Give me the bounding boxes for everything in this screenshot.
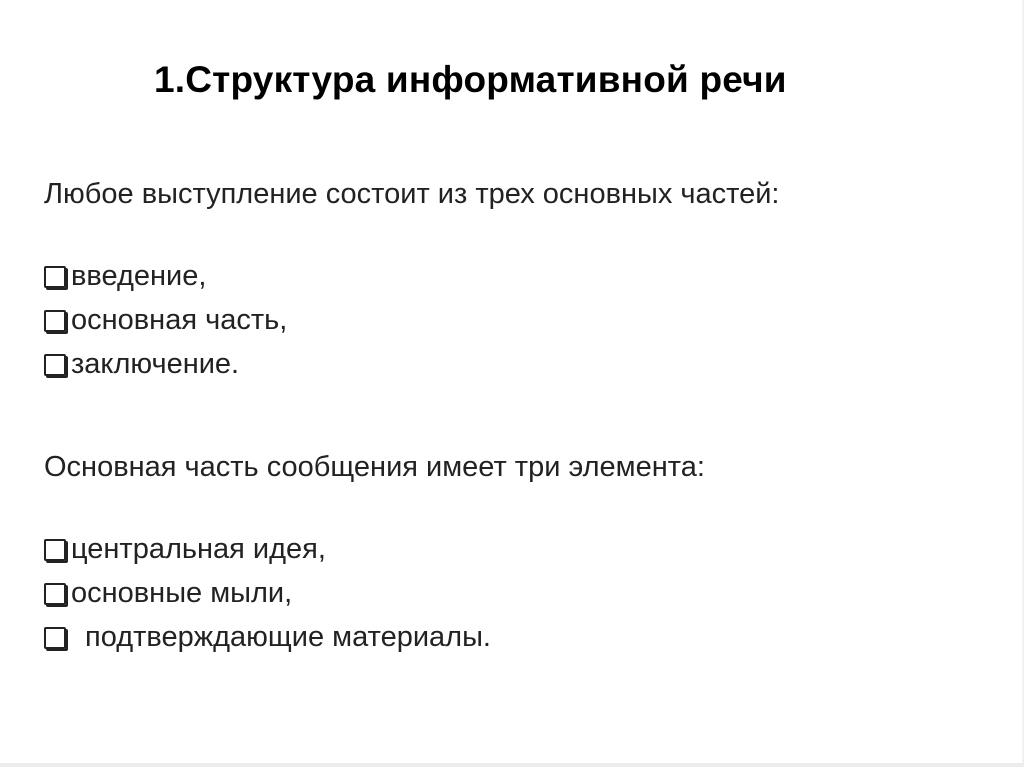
list-item-text: основная часть, — [71, 303, 288, 336]
checkbox-bullet-icon — [44, 583, 66, 605]
list-item-text: подтверждающие материалы. — [85, 620, 491, 653]
list-item — [44, 342, 287, 386]
list-item-text: заключение. — [71, 347, 240, 380]
list-item-text: центральная идея, — [71, 532, 326, 565]
slide-title: 1.Структура информативной речи — [154, 59, 787, 100]
list-item-text: введение, — [71, 259, 207, 292]
checkbox-bullet-icon — [44, 539, 66, 561]
checkbox-bullet-icon — [44, 266, 66, 288]
checkbox-bullet-icon — [44, 310, 66, 332]
list-item — [44, 254, 287, 298]
checkbox-bullet-icon — [44, 354, 66, 376]
list-item — [44, 571, 491, 615]
elements-intro-text: Основная часть сообщения имеет три элемента: — [44, 451, 705, 483]
parts-intro-text: Любое выступление состоит из трех основных частей: — [44, 178, 780, 210]
list-item — [44, 615, 491, 659]
checkbox-bullet-icon — [44, 627, 66, 649]
speech-parts-list — [44, 254, 287, 386]
list-item — [44, 298, 287, 342]
list-item-text: основные мыли, — [71, 576, 293, 609]
main-part-elements-list — [44, 527, 491, 659]
slide-edge-divider — [0, 763, 1024, 767]
list-item — [44, 527, 491, 571]
